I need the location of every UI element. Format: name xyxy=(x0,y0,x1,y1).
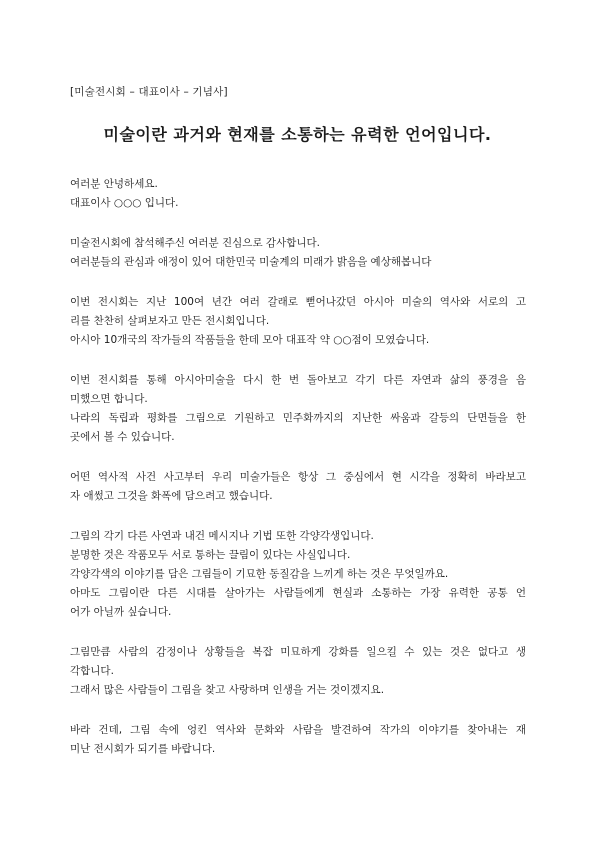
body-line: 아마도 그림이란 다른 시대를 살아가는 사람들에게 현실과 소통하는 가장 유력한 공통 언 xyxy=(70,587,526,599)
body-line: 미술전시회에 참석해주신 여러분 진심으로 감사합니다. xyxy=(70,237,320,249)
body-line: 미했으면 합니다. xyxy=(70,393,148,405)
body-line: 어떤 역사적 사건 사고부터 우리 미술가들은 항상 그 중심에서 현 시각을 정확히 바라보고 xyxy=(70,471,526,483)
body-line: 곳에서 볼 수 있습니다. xyxy=(70,431,175,443)
body-line: 나라의 독립과 평화를 그림으로 기원하고 민주화까지의 지난한 싸움과 갈등의 단면들을 한 xyxy=(70,412,526,424)
body-line: 리를 찬찬히 살펴보자고 만든 전시회입니다. xyxy=(70,315,270,327)
body-line: 대표이사 ○○○ 입니다. xyxy=(70,197,179,209)
body-line: 이번 전시회는 지난 100여 년간 여러 갈래로 뻗어나갔던 아시아 미술의 역사와 서로의 고 xyxy=(70,296,526,308)
body-line: 바라 건데, 그림 속에 엉킨 역사와 문화와 사람을 발견하여 작가의 이야기를 찾아내는 재 xyxy=(70,724,526,736)
body-line: 그래서 많은 사람들이 그림을 찾고 사랑하며 인생을 거는 것이겠지요. xyxy=(70,684,385,696)
body-line: 각양각색의 이야기를 담은 그림들이 기묘한 동질감을 느끼게 하는 것은 무엇일까요. xyxy=(70,568,449,580)
document-heading: [미술전시회 – 대표이사 – 기념사] xyxy=(70,86,228,98)
body-line: 여러분 안녕하세요. xyxy=(70,178,158,190)
body-line: 그림만큼 사람의 감정이나 상황들을 복잡 미묘하게 강화를 일으킬 수 있는 것은 없다고 생 xyxy=(70,646,526,658)
body-line: 여러분들의 관심과 애정이 있어 대한민국 미술계의 미래가 밝음을 예상해봅니다 xyxy=(70,256,432,268)
document-title: 미술이란 과거와 현재를 소통하는 유력한 언어입니다. xyxy=(103,125,492,144)
body-line: 어가 아닐까 싶습니다. xyxy=(70,606,172,618)
body-line: 분명한 것은 작품모두 서로 통하는 끌림이 있다는 사실입니다. xyxy=(70,549,351,561)
body-line: 자 애썼고 그것을 화폭에 담으려고 했습니다. xyxy=(70,490,273,502)
body-line: 그림의 각기 다른 사연과 내건 메시지나 기법 또한 각양각생입니다. xyxy=(70,530,374,542)
body-line: 이번 전시회를 통해 아시아미술을 다시 한 번 돌아보고 각기 다른 자연과 삶의 풍경을 음 xyxy=(70,374,526,386)
body-line: 미난 전시회가 되기를 바랍니다. xyxy=(70,743,216,755)
body-line: 각합니다. xyxy=(70,665,114,677)
body-line: 아시아 10개국의 작가들의 작품들을 한데 모아 대표작 약 ○○점이 모였습니다. xyxy=(70,334,430,346)
